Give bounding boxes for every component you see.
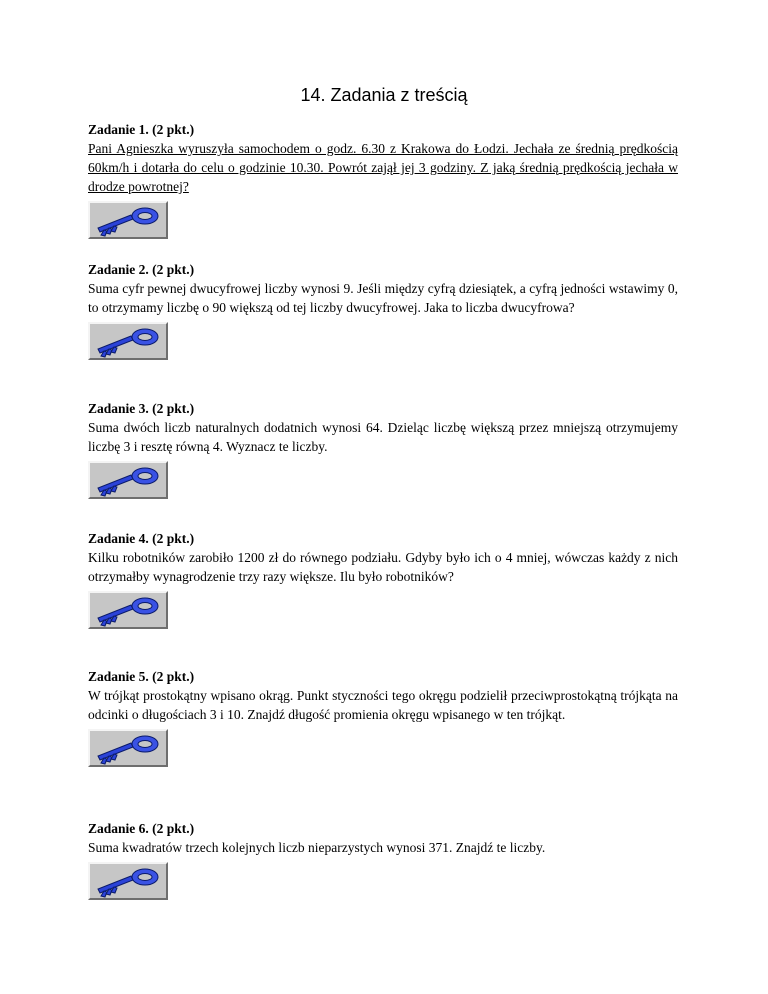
task-text: W trójkąt prostokątny wpisano okrąg. Punkt styczności tego okręgu podzielił przeciwprostokątną trójkąta na odcinki o długościach 3 i 10. Znajdź długość promienia okręgu wpisanego w ten trójkąt. [88, 688, 678, 722]
task-1 [88, 120, 678, 239]
task-title: Zadanie 5. (2 pkt.) [88, 669, 195, 684]
task-3 [88, 399, 678, 499]
task-title: Zadanie 2. (2 pkt.) [88, 262, 195, 277]
key-icon [90, 203, 166, 237]
task-title: Zadanie 6. (2 pkt.) [88, 821, 195, 836]
answer-key-button[interactable] [88, 862, 168, 900]
task-text: Suma cyfr pewnej dwucyfrowej liczby wynosi 9. Jeśli między cyfrą dziesiątek, a cyfrą jedności wstawimy 0, to otrzymamy liczbę o 90 większą od tej liczby dwucyfrowej. Jaka to liczba dwucyfrowa? [88, 281, 678, 315]
key-icon [90, 463, 166, 497]
key-icon [90, 731, 166, 765]
task-text: Suma kwadratów trzech kolejnych liczb nieparzystych wynosi 371. Znajdź te liczby. [88, 840, 546, 855]
task-4 [88, 529, 678, 629]
answer-key-button[interactable] [88, 322, 168, 360]
key-icon [90, 593, 166, 627]
task-title: Zadanie 1. (2 pkt.) [88, 122, 195, 137]
task-2 [88, 260, 678, 360]
key-icon [90, 324, 166, 358]
answer-key-button[interactable] [88, 591, 168, 629]
answer-key-button[interactable] [88, 201, 168, 239]
task-5 [88, 667, 678, 767]
task-text: Suma dwóch liczb naturalnych dodatnich wynosi 64. Dzieląc liczbę większą przez mniejszą otrzymujemy liczbę 3 i resztę równą 4. Wyznacz te liczby. [88, 420, 678, 454]
task-6 [88, 819, 678, 900]
answer-key-button[interactable] [88, 729, 168, 767]
key-icon [90, 864, 166, 898]
task-title: Zadanie 3. (2 pkt.) [88, 401, 195, 416]
task-text[interactable]: Pani Agnieszka wyruszyła samochodem o godz. 6.30 z Krakowa do Łodzi. Jechała ze średnią prędkością 60km/h i dotarła do celu o godzinie 10.30. Powrót zajął jej 3 godziny. Z jaką średnią prędkością jechała w drodze powrotnej? [88, 141, 678, 194]
answer-key-button[interactable] [88, 461, 168, 499]
task-title: Zadanie 4. (2 pkt.) [88, 531, 195, 546]
task-text: Kilku robotników zarobiło 1200 zł do równego podziału. Gdyby było ich o 4 mniej, wówczas każdy z nich otrzymałby wynagrodzenie trzy razy większe. Ilu było robotników? [88, 550, 678, 584]
page-title: 14. Zadania z treścią [300, 85, 468, 105]
